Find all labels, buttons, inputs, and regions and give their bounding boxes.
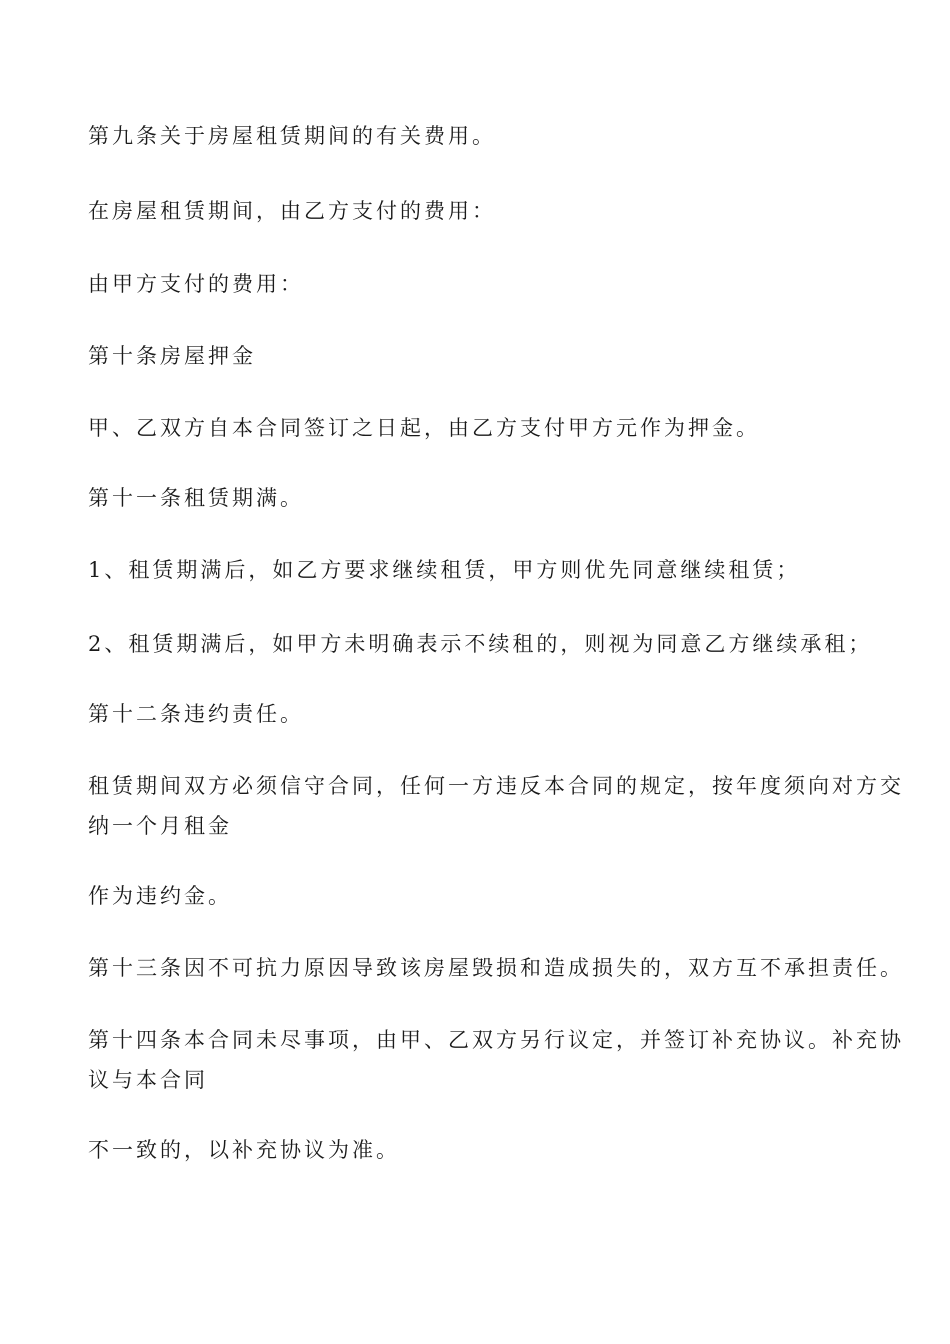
text-line: 第十二条违约责任。 [88, 702, 304, 726]
text-line: 1、租赁期满后，如乙方要求继续租赁，甲方则优先同意继续租赁； [88, 558, 801, 582]
text-line: 议与本合同 [88, 1068, 208, 1092]
text-line: 纳一个月租金 [88, 814, 232, 838]
text-line: 第十四条本合同未尽事项，由甲、乙双方另行议定，并签订补充协议。补充协 [88, 1028, 904, 1052]
text-line: 第九条关于房屋租赁期间的有关费用。 [88, 124, 496, 148]
text-line: 作为违约金。 [88, 884, 232, 908]
text-line: 不一致的，以补充协议为准。 [88, 1138, 400, 1162]
text-line: 在房屋租赁期间，由乙方支付的费用： [88, 199, 496, 223]
text-line: 第十三条因不可抗力原因导致该房屋毁损和造成损失的，双方互不承担责任。 [88, 956, 904, 980]
text-line: 2、租赁期满后，如甲方未明确表示不续租的，则视为同意乙方继续承租； [88, 632, 873, 656]
text-line: 租赁期间双方必须信守合同，任何一方违反本合同的规定，按年度须向对方交 [88, 774, 904, 798]
text-line: 由甲方支付的费用： [88, 272, 304, 296]
text-line: 甲、乙双方自本合同签订之日起，由乙方支付甲方元作为押金。 [88, 416, 760, 440]
text-line: 第十一条租赁期满。 [88, 486, 304, 510]
text-line: 第十条房屋押金 [88, 344, 256, 368]
